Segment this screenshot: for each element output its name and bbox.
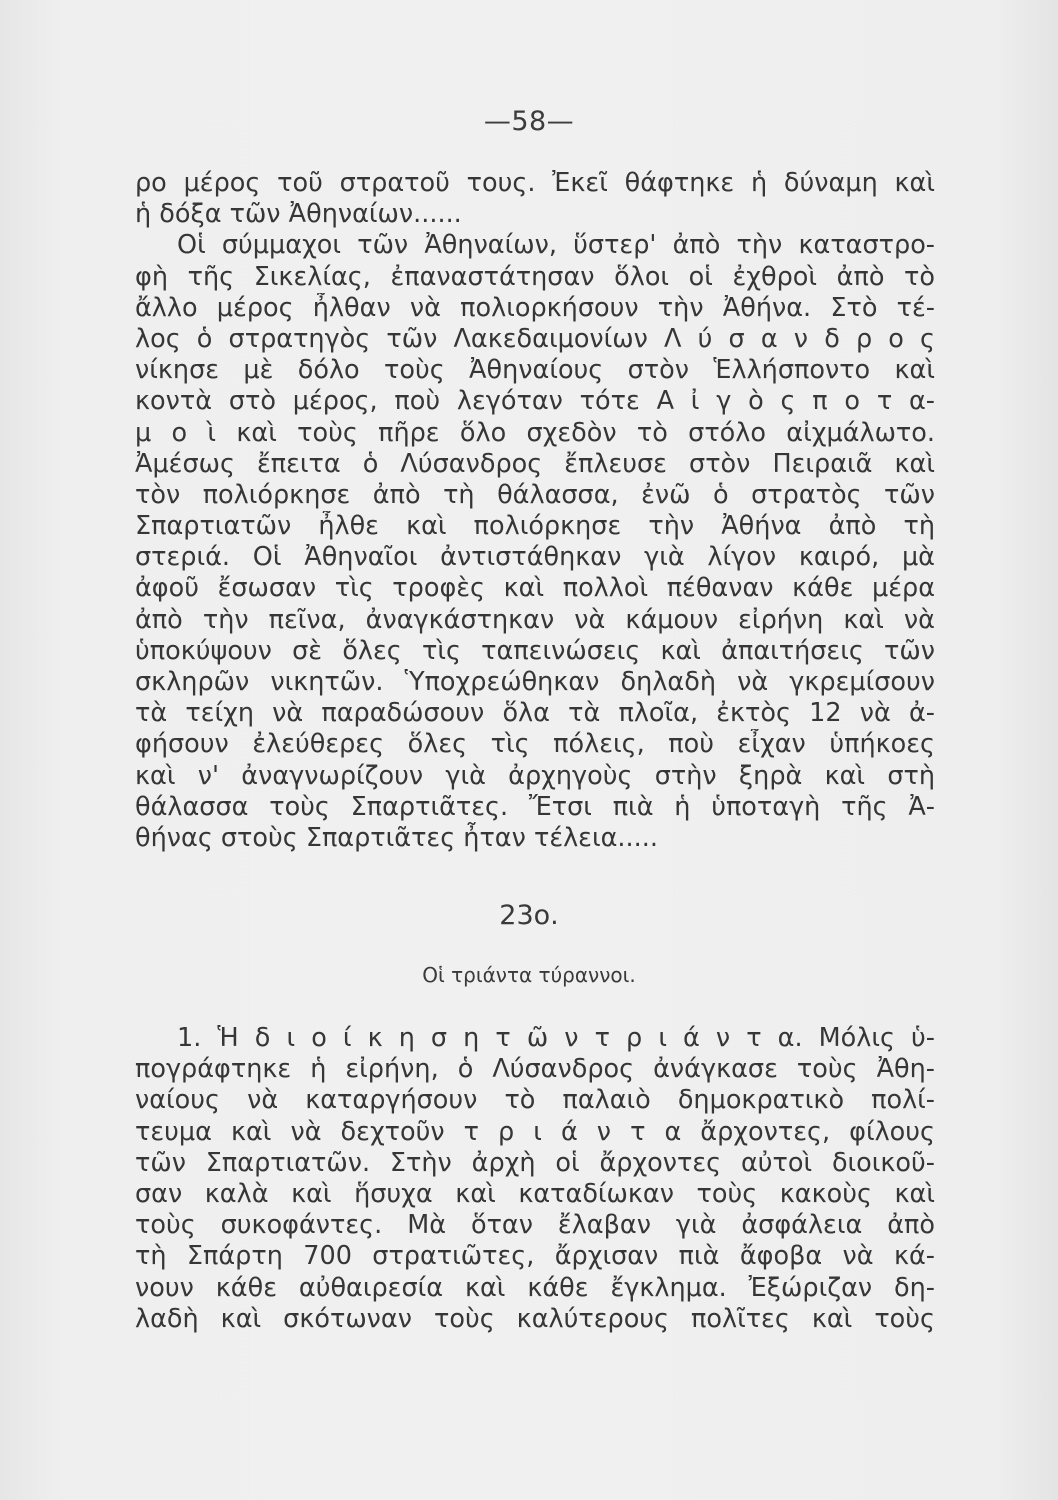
- text-line: λαδὴ καὶ σκότωναν τοὺς καλύτερους πολῖτες καὶ τοὺς: [135, 1303, 935, 1334]
- text-line: τευμα καὶ νὰ δεχτοῦν τ ρ ι ά ν τ α ἄρχοντες, φίλους: [135, 1116, 935, 1147]
- bottom-paragraph: [135, 1023, 935, 1335]
- section-title: Οἱ τριάντα τύραννοι.: [422, 963, 636, 987]
- text-line: νουν κάθε αὐθαιρεσία καὶ κάθε ἔγκλημα. Ἐξώριζαν δη-: [135, 1272, 935, 1303]
- top-paragraph: [135, 168, 935, 854]
- page-number: —58—: [483, 106, 575, 137]
- text-line: πογράφτηκε ἡ εἰρήνη, ὁ Λύσανδρος ἀνάγκασε τοὺς Ἀθη-: [135, 1054, 935, 1085]
- text-line: σαν καλὰ καὶ ἥσυχα καὶ καταδίωκαν τοὺς κακοὺς καὶ: [135, 1178, 935, 1209]
- text-line: ναίους νὰ καταργήσουν τὸ παλαιὸ δημοκρατικὸ πολί-: [135, 1085, 935, 1116]
- text-line: ἡ δόξα τῶν Ἀθηναίων......: [135, 199, 462, 230]
- text-line: καὶ ν' ἀναγνωρίζουν γιὰ ἀρχηγοὺς στὴν ξηρὰ καὶ στὴ: [135, 760, 935, 791]
- text-line: τῶν Σπαρτιατῶν. Στὴν ἀρχὴ οἱ ἄρχοντες αὐτοὶ διοικοῦ-: [135, 1147, 935, 1178]
- text-line: Ἀμέσως ἔπειτα ὁ Λύσανδρος ἔπλευσε στὸν Πειραιᾶ καὶ: [135, 448, 935, 479]
- section-number: 23ο.: [499, 900, 559, 931]
- text-line: τὰ τείχη νὰ παραδώσουν ὅλα τὰ πλοῖα, ἐκτὸς 12 νὰ ἀ-: [135, 698, 935, 729]
- text-line: τοὺς συκοφάντες. Μὰ ὅταν ἔλαβαν γιὰ ἀσφάλεια ἀπὸ: [135, 1210, 935, 1241]
- text-line: στεριά. Οἱ Ἀθηναῖοι ἀντιστάθηκαν γιὰ λίγον καιρό, μὰ: [135, 542, 935, 573]
- text-line: ἄλλο μέρος ἦλθαν νὰ πολιορκήσουν τὴν Ἀθήνα. Στὸ τέ-: [135, 292, 935, 323]
- text-line: τὴ Σπάρτη 700 στρατιῶτες, ἄρχισαν πιὰ ἄφοβα νὰ κά-: [135, 1241, 935, 1272]
- text-line: θήνας στοὺς Σπαρτιᾶτες ἦταν τέλεια.....: [135, 822, 658, 853]
- text-line: τὸν πολιόρκησε ἀπὸ τὴ θάλασσα, ἐνῶ ὁ στρατὸς τῶν: [135, 479, 935, 510]
- text-line: ἀφοῦ ἔσωσαν τὶς τροφὲς καὶ πολλοὶ πέθαναν κάθε μέρα: [135, 573, 935, 604]
- text-line: μ ο ὶ καὶ τοὺς πῆρε ὅλο σχεδὸν τὸ στόλο αἰχμάλωτο.: [135, 417, 935, 448]
- text-line: Οἱ σύμμαχοι τῶν Ἀθηναίων, ὕστερ' ἀπὸ τὴν καταστρο-: [177, 230, 935, 261]
- text-line: σκληρῶν νικητῶν. Ὑποχρεώθηκαν δηλαδὴ νὰ γκρεμίσουν: [135, 667, 935, 697]
- text-line: λος ὁ στρατηγὸς τῶν Λακεδαιμονίων Λ ύ σ α ν δ ρ ο ς: [135, 323, 935, 354]
- text-line: Σπαρτιατῶν ἦλθε καὶ πολιόρκησε τὴν Ἀθήνα ἀπὸ τὴ: [135, 511, 935, 542]
- text-line: ρο μέρος τοῦ στρατοῦ τους. Ἐκεῖ θάφτηκε ἡ δύναμη καὶ: [135, 168, 935, 198]
- text-line: ἀπὸ τὴν πεῖνα, ἀναγκάστηκαν νὰ κάμουν εἰρήνη καὶ νὰ: [135, 604, 935, 635]
- text-line: 1. Ἡ δ ι ο ί κ η σ η τ ῶ ν τ ρ ι ά ν τ α. Μόλις ὑ-: [177, 1023, 935, 1053]
- text-line: κοντὰ στὸ μέρος, ποὺ λεγόταν τότε Α ἰ γ ὸ ς π ο τ α-: [135, 386, 935, 417]
- text-line: θάλασσα τοὺς Σπαρτιᾶτες. Ἔτσι πιὰ ἡ ὑποταγὴ τῆς Ἀ-: [135, 791, 935, 822]
- text-line: φήσουν ἐλεύθερες ὅλες τὶς πόλεις, ποὺ εἶχαν ὑπήκοες: [135, 729, 935, 760]
- text-line: νίκησε μὲ δόλο τοὺς Ἀθηναίους στὸν Ἑλλήσποντο καὶ: [135, 355, 935, 386]
- text-line: ὑποκύψουν σὲ ὅλες τὶς ταπεινώσεις καὶ ἀπαιτήσεις τῶν: [135, 635, 935, 666]
- text-line: φὴ τῆς Σικελίας, ἐπαναστάτησαν ὅλοι οἱ ἐχθροὶ ἀπὸ τὸ: [135, 261, 935, 292]
